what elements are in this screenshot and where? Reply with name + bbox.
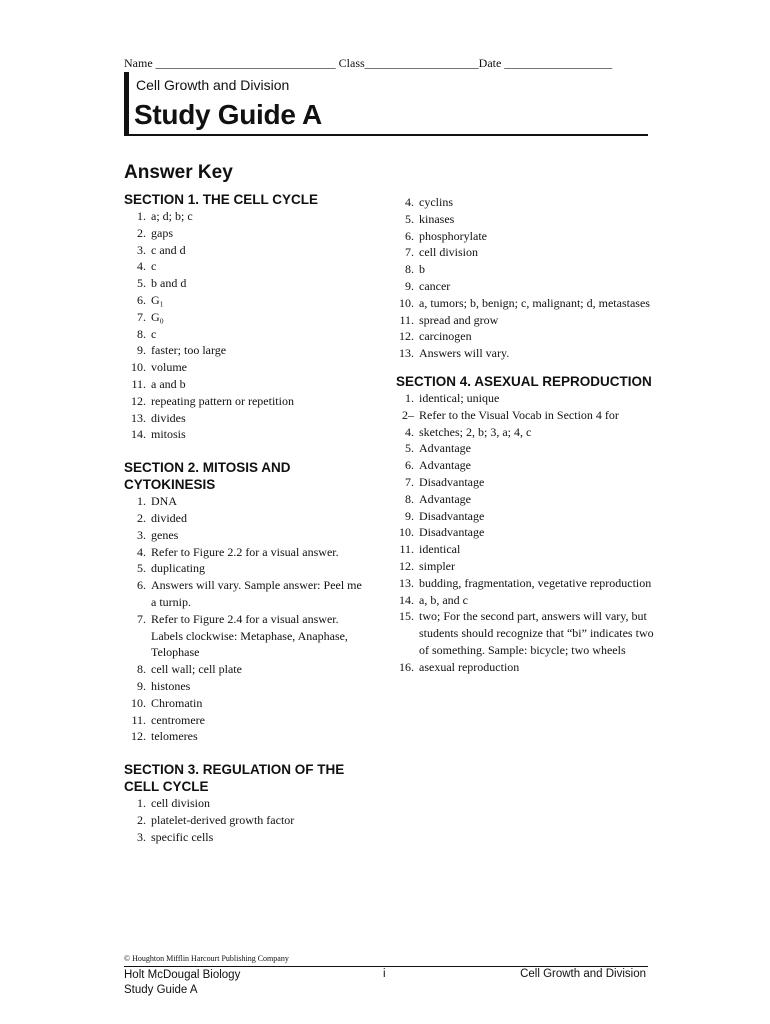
answer-item xyxy=(124,208,364,225)
answer-number: 14. xyxy=(399,592,414,607)
answer-item xyxy=(124,342,364,359)
answer-text: identical; unique xyxy=(419,390,500,405)
answer-item xyxy=(124,309,364,326)
answer-item xyxy=(396,345,656,362)
answer-number: 12. xyxy=(399,558,414,573)
answer-item xyxy=(124,695,364,712)
answer-list xyxy=(396,390,656,676)
answer-number: 11. xyxy=(399,542,414,557)
answer-number: 3. xyxy=(137,527,146,542)
answer-list xyxy=(124,493,364,745)
section-mitosis xyxy=(124,459,364,745)
answer-text: duplicating xyxy=(151,561,205,576)
answer-text: G₁ xyxy=(151,292,164,307)
answer-text: repeating pattern or repetition xyxy=(151,393,294,408)
answer-text: genes xyxy=(151,527,179,542)
answer-number: 2. xyxy=(137,812,146,827)
answer-text: cell wall; cell plate xyxy=(151,662,242,677)
answer-number: 9. xyxy=(137,678,146,693)
copyright-notice: © Houghton Mifflin Harcourt Publishing Company xyxy=(124,954,289,963)
answer-text: c xyxy=(151,259,157,274)
section-heading: SECTION 3. REGULATION OF THE CELL CYCLE xyxy=(124,762,345,795)
answer-text: specific cells xyxy=(151,829,214,844)
answer-text: Disadvantage xyxy=(419,525,485,540)
answer-item xyxy=(124,678,364,695)
answer-list xyxy=(396,194,656,362)
answer-number: 13. xyxy=(399,575,414,590)
answer-item xyxy=(124,292,364,309)
answer-item xyxy=(396,659,656,676)
answer-number: 5. xyxy=(405,211,414,226)
answer-item xyxy=(124,829,364,846)
answer-item xyxy=(396,524,656,541)
answer-item xyxy=(124,611,364,661)
answer-item xyxy=(124,242,364,259)
answer-item xyxy=(396,194,656,211)
answer-item xyxy=(124,527,364,544)
answer-text: asexual reproduction xyxy=(419,659,520,674)
answer-item xyxy=(124,728,364,745)
answer-number: 7. xyxy=(405,474,414,489)
answer-text: Advantage xyxy=(419,491,471,506)
answer-number: 1. xyxy=(137,796,146,811)
answer-number: 12. xyxy=(399,329,414,344)
answer-number: 2–4. xyxy=(402,407,414,439)
answer-number: 1. xyxy=(405,390,414,405)
answer-text: cell division xyxy=(151,796,210,811)
answer-text: Answers will vary. Sample answer: Peel me a turnip. xyxy=(151,578,362,609)
answer-text: a; d; b; c xyxy=(151,209,193,223)
answer-item xyxy=(396,575,656,592)
footer-guide-name: Study Guide A xyxy=(124,983,198,996)
answer-text: a, tumors; b, benign; c, malignant; d, metastases xyxy=(419,295,650,310)
answer-number: 10. xyxy=(131,695,146,710)
answer-item xyxy=(124,560,364,577)
answer-number: 5. xyxy=(405,441,414,456)
section-heading: SECTION 4. ASEXUAL REPRODUCTION xyxy=(396,373,652,389)
answer-number: 7. xyxy=(137,611,146,626)
answer-text: divided xyxy=(151,510,187,525)
answer-number: 13. xyxy=(131,410,146,425)
footer-chapter-title: Cell Growth and Division xyxy=(520,968,646,980)
answer-number: 5. xyxy=(137,561,146,576)
answer-item xyxy=(396,440,656,457)
answer-number: 1. xyxy=(137,209,146,223)
answer-number: 8. xyxy=(137,326,146,341)
answer-item xyxy=(124,393,364,410)
answer-item xyxy=(124,275,364,292)
answer-item xyxy=(396,390,656,407)
answer-text: cyclins xyxy=(419,195,453,209)
answer-item xyxy=(124,661,364,678)
answer-number: 4. xyxy=(137,544,146,559)
answer-text: spread and grow xyxy=(419,312,499,327)
answer-text: a, b, and c xyxy=(419,592,468,607)
answer-text: gaps xyxy=(151,225,173,240)
answer-number: 8. xyxy=(405,262,414,277)
answer-item xyxy=(396,558,656,575)
answer-text: volume xyxy=(151,360,187,375)
answer-item xyxy=(396,474,656,491)
section-asexual xyxy=(396,373,656,676)
answer-text: b xyxy=(419,262,425,277)
answer-number: 4. xyxy=(137,259,146,274)
answer-text: phosphorylate xyxy=(419,228,487,243)
answer-item xyxy=(124,426,364,443)
answer-text: budding, fragmentation, vegetative reproduction xyxy=(419,575,652,590)
answer-item xyxy=(396,541,656,558)
answer-text: Refer to the Visual Vocab in Section 4 for sketches; 2, b; 3, a; 4, c xyxy=(419,407,619,439)
answer-item xyxy=(396,312,656,329)
answer-item xyxy=(396,278,656,295)
answer-item xyxy=(396,491,656,508)
answer-item xyxy=(124,795,364,812)
section-heading: SECTION 1. THE CELL CYCLE xyxy=(124,192,319,207)
answer-text: cell division xyxy=(419,245,478,260)
answer-text: two; For the second part, answers will vary, but students should recognize that “bi” indicates two of something. Sample: bicycle; two wheels xyxy=(419,609,654,657)
answer-item xyxy=(124,376,364,393)
answer-item xyxy=(124,544,364,561)
answer-text: b and d xyxy=(151,276,187,291)
answer-key-heading: Answer Key xyxy=(124,162,233,183)
answer-text: Advantage xyxy=(419,458,471,473)
answer-number: 11. xyxy=(131,376,146,391)
answer-number: 2. xyxy=(137,510,146,525)
answer-text: DNA xyxy=(151,494,177,509)
answer-number: 3. xyxy=(137,242,146,257)
answer-text: c xyxy=(151,326,157,341)
answer-item xyxy=(124,326,364,343)
answer-text: Disadvantage xyxy=(419,508,485,523)
page-title: Study Guide A xyxy=(134,99,322,130)
answer-item xyxy=(396,228,656,245)
subject-title: Cell Growth and Division xyxy=(136,77,290,93)
answer-number: 7. xyxy=(405,245,414,260)
answer-item xyxy=(124,712,364,729)
answer-text: Refer to Figure 2.4 for a visual answer. Labels clockwise: Metaphase, Anaphase, Telophase xyxy=(151,611,348,660)
answer-number: 9. xyxy=(405,508,414,523)
answer-list xyxy=(124,208,364,443)
answer-number: 2. xyxy=(137,225,146,240)
answer-item xyxy=(396,211,656,228)
footer-divider xyxy=(124,966,648,967)
answer-text: simpler xyxy=(419,558,455,573)
answer-item xyxy=(124,577,364,611)
answer-text: centromere xyxy=(151,712,205,727)
answer-text: histones xyxy=(151,678,191,693)
answer-number: 8. xyxy=(137,662,146,677)
answer-number: 6. xyxy=(405,458,414,473)
answer-number: 16. xyxy=(399,659,414,674)
answer-item xyxy=(396,261,656,278)
answer-text: Disadvantage xyxy=(419,474,485,489)
answer-number: 12. xyxy=(131,729,146,744)
answer-list xyxy=(124,795,364,845)
left-column xyxy=(124,191,364,846)
answer-number: 6. xyxy=(405,228,414,243)
answer-text: platelet-derived growth factor xyxy=(151,812,295,827)
answer-item xyxy=(396,407,656,441)
section-regulation xyxy=(124,761,364,845)
answer-text: Answers will vary. xyxy=(419,346,510,361)
answer-number: 3. xyxy=(137,829,146,844)
footer-book-title: Holt McDougal Biology xyxy=(124,969,241,981)
answer-number: 10. xyxy=(399,295,414,310)
header-divider xyxy=(124,134,648,136)
right-column xyxy=(396,194,656,676)
answer-number: 10. xyxy=(131,360,146,375)
answer-item xyxy=(396,328,656,345)
answer-text: telomeres xyxy=(151,729,198,744)
answer-item xyxy=(124,225,364,242)
answer-number: 8. xyxy=(405,491,414,506)
header-bar xyxy=(124,72,129,135)
answer-item xyxy=(396,295,656,312)
section-cell-cycle xyxy=(124,191,364,443)
answer-number: 4. xyxy=(405,195,414,209)
answer-item xyxy=(396,508,656,525)
answer-number: 5. xyxy=(137,276,146,291)
answer-text: Refer to Figure 2.2 for a visual answer. xyxy=(151,544,339,559)
page-number: i xyxy=(383,968,386,980)
answer-text: divides xyxy=(151,410,186,425)
answer-number: 7. xyxy=(137,309,146,324)
answer-number: 15. xyxy=(399,609,414,624)
answer-number: 13. xyxy=(399,346,414,361)
answer-number: 11. xyxy=(399,312,414,327)
answer-text: cancer xyxy=(419,278,451,293)
answer-text: identical xyxy=(419,542,461,557)
answer-number: 9. xyxy=(405,278,414,293)
answer-item xyxy=(396,608,656,658)
answer-text: kinases xyxy=(419,211,455,226)
answer-number: 1. xyxy=(137,494,146,509)
answer-text: mitosis xyxy=(151,427,186,442)
answer-text: Chromatin xyxy=(151,695,203,710)
answer-number: 14. xyxy=(131,427,146,442)
section-heading: SECTION 2. MITOSIS AND CYTOKINESIS xyxy=(124,460,291,493)
answer-item xyxy=(396,457,656,474)
answer-item xyxy=(124,812,364,829)
answer-item xyxy=(396,244,656,261)
answer-text: Advantage xyxy=(419,441,471,456)
answer-text: c and d xyxy=(151,242,186,257)
answer-item xyxy=(124,359,364,376)
answer-number: 11. xyxy=(131,712,146,727)
answer-item xyxy=(124,258,364,275)
answer-number: 10. xyxy=(399,525,414,540)
answer-text: G₀ xyxy=(151,309,164,324)
answer-item xyxy=(124,410,364,427)
answer-item xyxy=(396,592,656,609)
answer-number: 9. xyxy=(137,343,146,358)
answer-text: faster; too large xyxy=(151,343,227,358)
answer-text: carcinogen xyxy=(419,329,472,344)
answer-number: 6. xyxy=(137,292,146,307)
name-class-date-line: Name ______________________________ Class___________________Date __________________ xyxy=(124,56,613,70)
answer-item xyxy=(124,493,364,510)
answer-text: a and b xyxy=(151,376,186,391)
answer-number: 12. xyxy=(131,393,146,408)
footer-book-info xyxy=(124,968,240,997)
answer-number: 6. xyxy=(137,578,146,593)
answer-item xyxy=(124,510,364,527)
